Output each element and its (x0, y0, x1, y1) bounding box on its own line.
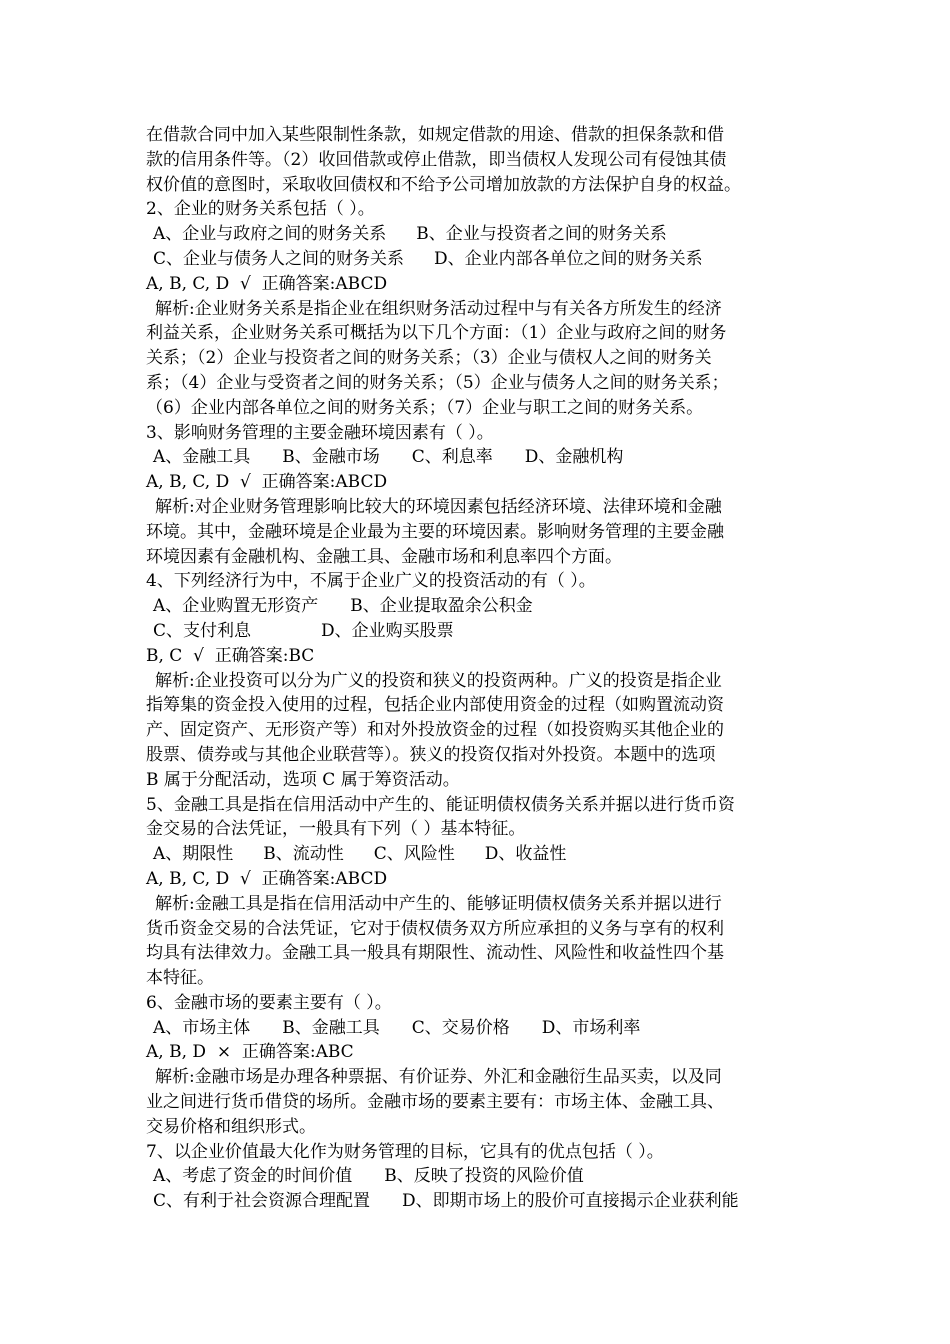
analysis-line: 均具有法律效力。金融工具一般具有期限性、流动性、风险性和收益性四个基 (146, 943, 724, 964)
answer-option: A、市场主体 (153, 1017, 251, 1038)
answer-option: D、企业购买股票 (321, 620, 454, 641)
answer-option: C、支付利息 (153, 620, 252, 641)
option-line (146, 1164, 818, 1189)
question-block (146, 197, 818, 420)
answer-result: A, B, C, D √ 正确答案:ABCD (146, 273, 388, 294)
answer-option: C、利息率 (411, 447, 493, 468)
analysis-line: 股票、债券或与其他企业联营等）。狭义的投资仅指对外投资。本题中的选项 (146, 744, 716, 765)
option-line (146, 619, 818, 644)
answer-option: B、金融市场 (282, 447, 380, 468)
answer-option: D、金融机构 (524, 447, 624, 468)
answer-result: A, B, C, D √ 正确答案:ABCD (146, 868, 388, 889)
analysis-line: 解析:企业投资可以分为广义的投资和狭义的投资两种。广义的投资是指企业 (155, 670, 722, 691)
question-stem: 6、金融市场的要素主要有（ ）。 (146, 992, 392, 1013)
answer-option: A、期限性 (153, 844, 234, 865)
option-line (146, 222, 818, 247)
analysis-line: 系；（4）企业与受资者之间的财务关系；（5）企业与债务人之间的财务关系； (146, 372, 729, 393)
intro-paragraph (146, 123, 818, 197)
answer-option: A、金融工具 (153, 447, 251, 468)
question-block (146, 421, 818, 570)
option-line (146, 594, 818, 619)
question-stem: 2、企业的财务关系包括（ ）。 (146, 199, 375, 220)
answer-option: C、风险性 (373, 844, 455, 865)
analysis-line: 环境因素有金融机构、金融工具、金融市场和利息率四个方面。 (146, 546, 622, 567)
analysis-line: 利益关系，企业财务关系可概括为以下几个方面：（1）企业与政府之间的财务 (146, 323, 727, 344)
analysis-line: 本特征。 (146, 968, 214, 989)
answer-result: B, C √ 正确答案:BC (146, 645, 315, 666)
question-stem: 5、金融工具是指在信用活动中产生的、能证明债权债务关系并据以进行货币资 (146, 794, 735, 815)
analysis-line: 业之间进行货币借贷的场所。金融市场的要素主要有：市场主体、金融工具、 (146, 1092, 724, 1113)
answer-option: B、流动性 (263, 844, 344, 865)
option-line (146, 842, 818, 867)
analysis-line: 交易价格和组织形式。 (146, 1116, 316, 1137)
analysis-line: 解析:企业财务关系是指企业在组织财务活动过程中与有关各方所发生的经济 (155, 298, 722, 319)
analysis-line: 货币资金交易的合法凭证，它对于债权债务双方所应承担的义务与享有的权利 (146, 918, 724, 939)
question-block (146, 1140, 818, 1214)
analysis-line: （6）企业内部各单位之间的财务关系；（7）企业与职工之间的财务关系。 (146, 397, 704, 418)
answer-option: A、企业购置无形资产 (153, 596, 319, 617)
analysis-line: B 属于分配活动，选项 C 属于筹资活动。 (146, 769, 460, 790)
analysis-line: 解析:对企业财务管理影响比较大的环境因素包括经济环境、法律环境和金融 (155, 496, 722, 517)
intro-line: 在借款合同中加入某些限制性条款，如规定借款的用途、借款的担保条款和借 (146, 125, 724, 145)
document-page (146, 123, 818, 1214)
question-block (146, 793, 818, 991)
question-block (146, 569, 818, 792)
answer-option: D、企业内部各单位之间的财务关系 (434, 248, 703, 269)
answer-option: B、企业与投资者之间的财务关系 (416, 224, 667, 245)
answer-option: B、反映了投资的风险价值 (384, 1166, 584, 1187)
question-stem: 4、下列经济行为中，不属于企业广义的投资活动的有（ ）。 (146, 571, 596, 592)
answer-option: B、金融工具 (282, 1017, 380, 1038)
analysis-line: 解析:金融市场是办理各种票据、有价证券、外汇和金融衍生品买卖，以及同 (155, 1067, 722, 1088)
analysis-line: 环境。其中，金融环境是企业最为主要的环境因素。影响财务管理的主要金融 (146, 521, 724, 542)
answer-option: A、考虑了资金的时间价值 (153, 1166, 353, 1187)
answer-option: D、即期市场上的股价可直接揭示企业获利能 (402, 1191, 739, 1212)
option-line (146, 1189, 818, 1214)
answer-option: A、企业与政府之间的财务关系 (153, 224, 387, 245)
intro-line: 权价值的意图时，采取收回债权和不给予公司增加放款的方法保护自身的权益。 (146, 174, 741, 195)
answer-option: D、市场利率 (541, 1017, 641, 1038)
question-stem: 7、以企业价值最大化作为财务管理的目标，它具有的优点包括（ ）。 (146, 1141, 664, 1162)
answer-result: A, B, C, D √ 正确答案:ABCD (146, 472, 388, 493)
analysis-line: 指筹集的资金投入使用的过程，包括企业内部使用资金的过程（如购置流动资 (146, 695, 724, 716)
option-line (146, 1016, 818, 1041)
answer-option: C、有利于社会资源合理配置 (153, 1191, 371, 1212)
analysis-line: 解析:金融工具是指在信用活动中产生的、能够证明债权债务关系并据以进行 (155, 893, 722, 914)
option-line (146, 445, 818, 470)
answer-option: B、企业提取盈余公积金 (350, 596, 533, 617)
answer-result: A, B, D × 正确答案:ABC (146, 1042, 354, 1063)
option-line (146, 247, 818, 272)
question-list (146, 197, 818, 1214)
question-block (146, 991, 818, 1140)
analysis-line: 产、固定资产、无形资产等）和对外投放资金的过程（如投资购买其他企业的 (146, 720, 724, 741)
answer-option: C、交易价格 (411, 1017, 510, 1038)
question-stem: 金交易的合法凭证，一般具有下列（ ）基本特征。 (146, 819, 526, 840)
answer-option: C、企业与债务人之间的财务关系 (153, 248, 405, 269)
question-stem: 3、影响财务管理的主要金融环境因素有（ ）。 (146, 422, 494, 443)
analysis-line: 关系；（2）企业与投资者之间的财务关系；（3）企业与债权人之间的财务关 (146, 348, 712, 369)
answer-option: D、收益性 (484, 844, 567, 865)
intro-line: 款的信用条件等。（2）收回借款或停止借款，即当债权人发现公司有侵蚀其债 (146, 149, 727, 170)
